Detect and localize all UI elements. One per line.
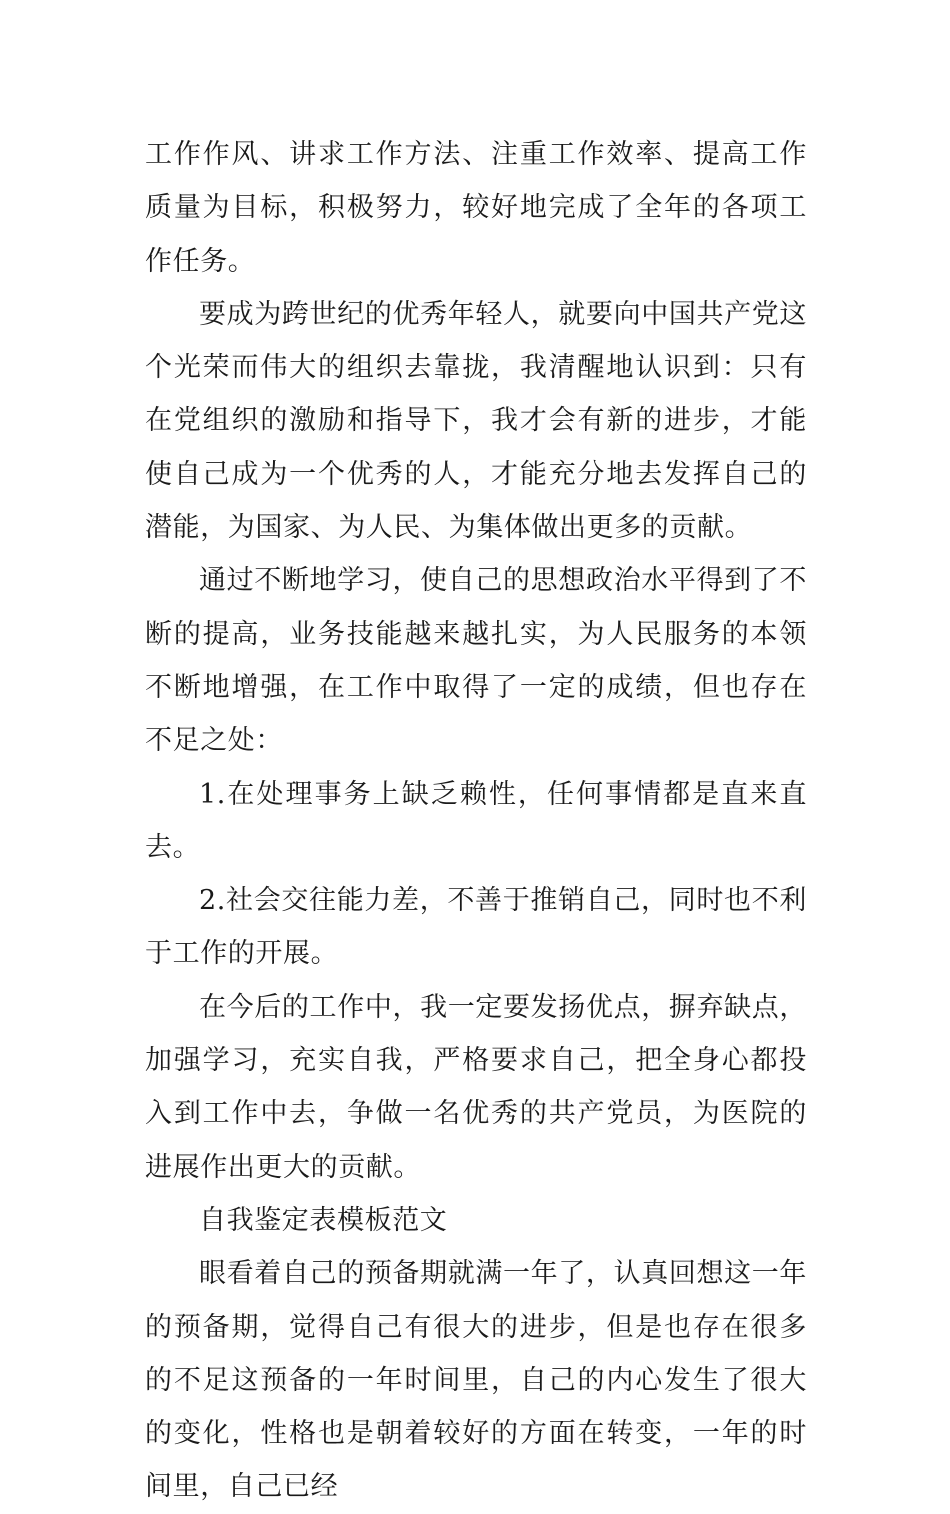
paragraph-work-style: 工作作风、讲求工作方法、注重工作效率、提高工作质量为目标，积极努力，较好地完成了全年的各项工作任务。 bbox=[145, 139, 807, 277]
paragraph-join-party: 要成为跨世纪的优秀年轻人，就要向中国共产党这个光荣而伟大的组织去靠拢，我清醒地认识到：只有在党组织的激励和指导下，我才会有新的进步，才能使自己成为一个优秀的人，才能充分地去发挥自己的潜能，为国家、为人民、为集体做出更多的贡献。 bbox=[145, 298, 807, 544]
paragraph-probation-review: 眼看着自己的预备期就满一年了，认真回想这一年的预备期，觉得自己有很大的进步，但是也存在很多的不足这预备的一年时间里，自己的内心发生了很大的变化，性格也是朝着较好的方面在转变，一年的时间里，自己已经 bbox=[145, 1258, 807, 1503]
paragraph-study-progress: 通过不断地学习，使自己的思想政治水平得到了不断的提高，业务技能越来越扎实，为人民服务的本领不断地增强，在工作中取得了一定的成绩，但也存在不足之处： bbox=[145, 565, 807, 757]
paragraph-future-work: 在今后的工作中，我一定要发扬优点，摒弃缺点，加强学习，充实自我，严格要求自己，把全身心都投入到工作中去，争做一名优秀的共产党员，为医院的进展作出更大的贡献。 bbox=[145, 991, 807, 1183]
list-item-shortcoming-2: 2.社会交往能力差，不善于推销自己，同时也不利于工作的开展。 bbox=[145, 885, 807, 970]
document-body bbox=[145, 128, 807, 1514]
list-item-shortcoming-1: 1.在处理事务上缺乏赖性，任何事情都是直来直去。 bbox=[145, 778, 807, 863]
section-heading: 自我鉴定表模板范文 bbox=[199, 1204, 448, 1236]
